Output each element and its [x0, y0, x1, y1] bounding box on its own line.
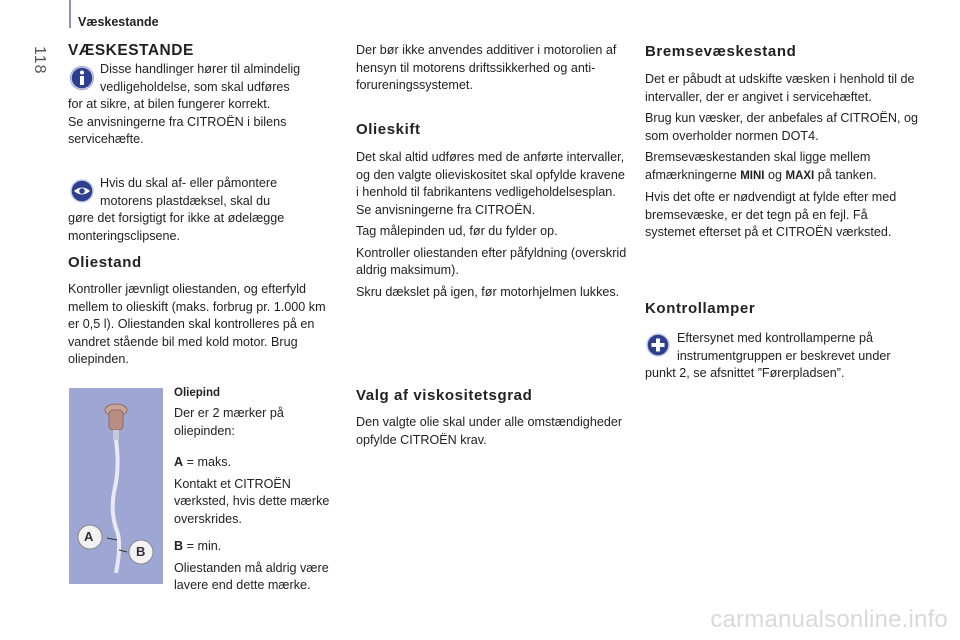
oil-change-p3: Kontroller oliestanden efter påfyldning (overskrid aldrig maksimum).: [356, 245, 627, 277]
oil-level-text: Kontroller jævnligt oliestanden, og efterfyld mellem to olieskift (maks. forbrug pr. 1.000 km er 0,5 l). Oliestanden skal kontrolleres på en vandret stående bil med kold motor. Brug oliepinden.: [68, 282, 326, 366]
brake-fluid-heading: Bremsevæskestand: [645, 43, 797, 60]
brake-p3-pre: Bremsevæskestanden skal ligge mellem afmærkningerne: [645, 150, 871, 182]
eye-line-4: monteringsclipsene.: [68, 228, 181, 243]
brake-maxi-label: MAXI: [785, 169, 815, 182]
eye-line-2: motorens plastdæksel, skal du: [100, 193, 271, 208]
info-line-3: for at sikre, at bilen fungerer korrekt.: [68, 97, 271, 111]
lamps-line-2: instrumentgruppen er beskrevet under: [677, 348, 891, 363]
dipstick-a-label: A: [174, 455, 184, 469]
dipstick-illustration: [69, 388, 163, 584]
brake-p1: Det er påbudt at udskifte væsken i henhold til de intervaller, der er angivet i servicehæftet.: [645, 72, 915, 104]
lamps-line-1: Eftersynet med kontrollamperne på: [677, 331, 874, 345]
viscosity-text: Den valgte olie skal under alle omstændigheder opfylde CITROËN krav.: [356, 415, 623, 447]
warning-lamps-text: [645, 330, 920, 383]
brake-p3: [645, 149, 920, 185]
dipstick-b-label: B: [174, 539, 184, 553]
oil-change-p2: Tag målepinden ud, før du fylder op.: [356, 224, 558, 238]
eye-line-3: gøre det forsigtigt for ikke at ødelægge: [68, 211, 285, 225]
info-note: [68, 61, 338, 149]
main-heading: VÆSKESTANDE: [68, 42, 194, 59]
dipstick-b-note: Oliestanden må aldrig være lavere end dette mærke.: [174, 560, 329, 592]
oil-change-text: [356, 149, 628, 305]
brake-p3-mid: og: [764, 167, 786, 182]
dipstick-marker-b: B: [136, 544, 146, 559]
viscosity-heading: Valg af viskositetsgrad: [356, 387, 533, 404]
dipstick-graphic: [69, 388, 163, 584]
additive-text: Der bør ikke anvendes additiver i motorolien af hensyn til motorens driftssikkerhed og anti-forureningssystemet.: [356, 43, 617, 92]
dipstick-a-line: [174, 454, 334, 472]
header-accent-bar: [69, 0, 71, 28]
dipstick-title: Oliepind: [174, 387, 220, 399]
dipstick-marker-a: A: [84, 529, 94, 544]
info-line-4: Se anvisningerne fra CITROËN i bilens: [68, 114, 287, 129]
dipstick-b-text: = min.: [183, 539, 222, 553]
dipstick-a-text: = maks.: [183, 455, 232, 469]
info-line-1: Disse handlinger hører til almindelig: [100, 62, 301, 76]
brake-mini-label: MINI: [740, 169, 765, 182]
watermark: carmanualsonline.info: [710, 606, 948, 633]
brake-p2: Brug kun væsker, der anbefales af CITROËN, og som overholder normen DOT4.: [645, 111, 918, 143]
page-header-title: Væskestande: [78, 15, 159, 29]
brake-p3-post: på tanken.: [814, 167, 877, 182]
warning-lamps-heading: Kontrollamper: [645, 300, 756, 317]
brake-fluid-text: [645, 71, 920, 246]
info-line-5: servicehæfte.: [68, 132, 144, 146]
dipstick-text: [174, 405, 334, 599]
dipstick-intro: Der er 2 mærker på oliepinden:: [174, 406, 284, 438]
info-line-2: vedligeholdelse, som skal udføres: [100, 79, 290, 94]
oil-change-p1: Det skal altid udføres med de anførte intervaller, og den valgte olieviskositet skal opfylde kravene i henhold til fabrikantens vedligeholdelsesplan. Se anvisningerne fra CITROËN.: [356, 150, 625, 217]
dipstick-b-line: [174, 538, 334, 556]
dipstick-a-note: Kontakt et CITROËN værksted, hvis dette mærke overskrides.: [174, 476, 330, 526]
oil-change-heading: Olieskift: [356, 121, 421, 138]
eye-note: [68, 175, 338, 245]
brake-p4: Hvis det ofte er nødvendigt at fylde efter med bremsevæske, er det tegn på en fejl. Få systemet efterset på et CITROËN værksted.: [645, 190, 897, 239]
eye-line-1: Hvis du skal af- eller påmontere: [100, 176, 278, 190]
oil-level-heading: Oliestand: [68, 254, 142, 271]
page-number: 118: [31, 46, 48, 75]
oil-change-p4: Skru dækslet på igen, før motorhjelmen lukkes.: [356, 284, 620, 299]
lamps-line-3: punkt 2, se afsnittet ”Førerpladsen”.: [645, 366, 845, 380]
